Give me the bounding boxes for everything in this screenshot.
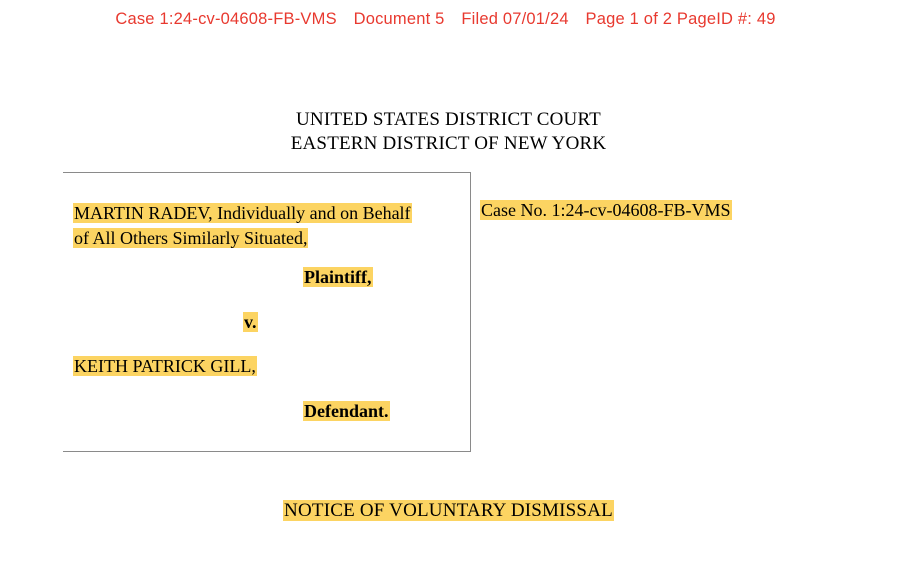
- court-name-line-1: UNITED STATES DISTRICT COURT: [295, 109, 601, 130]
- plaintiff-name: [73, 201, 458, 251]
- plaintiff-role-label: [303, 267, 373, 288]
- defendant-role-label: [303, 401, 390, 422]
- court-heading: [0, 108, 897, 156]
- versus-label: [243, 312, 258, 333]
- case-number-text: Case No. 1:24-cv-04608-FB-VMS: [481, 200, 731, 220]
- ecf-header-stamp: [0, 10, 897, 29]
- document-title-text: NOTICE OF VOLUNTARY DISMISSAL: [284, 500, 613, 521]
- ecf-filed-date: Filed 07/01/24: [461, 10, 569, 28]
- plaintiff-role-text: Plaintiff,: [304, 267, 372, 287]
- document-title: [0, 500, 897, 522]
- defendant-name: [73, 356, 257, 377]
- court-name-line-2: EASTERN DISTRICT OF NEW YORK: [290, 133, 607, 154]
- plaintiff-name-line-1: MARTIN RADEV, Individually and on Behalf: [74, 203, 411, 223]
- defendant-role-text: Defendant.: [304, 401, 389, 421]
- case-caption-box: [63, 172, 471, 452]
- plaintiff-name-line-2: of All Others Similarly Situated,: [74, 228, 308, 248]
- case-number: [480, 200, 732, 221]
- ecf-case-number: Case 1:24-cv-04608-FB-VMS: [115, 10, 337, 28]
- ecf-document-number: Document 5: [353, 10, 445, 28]
- ecf-page-info: Page 1 of 2 PageID #: 49: [585, 10, 776, 28]
- versus-text: v.: [244, 312, 257, 332]
- defendant-name-text: KEITH PATRICK GILL,: [74, 356, 256, 376]
